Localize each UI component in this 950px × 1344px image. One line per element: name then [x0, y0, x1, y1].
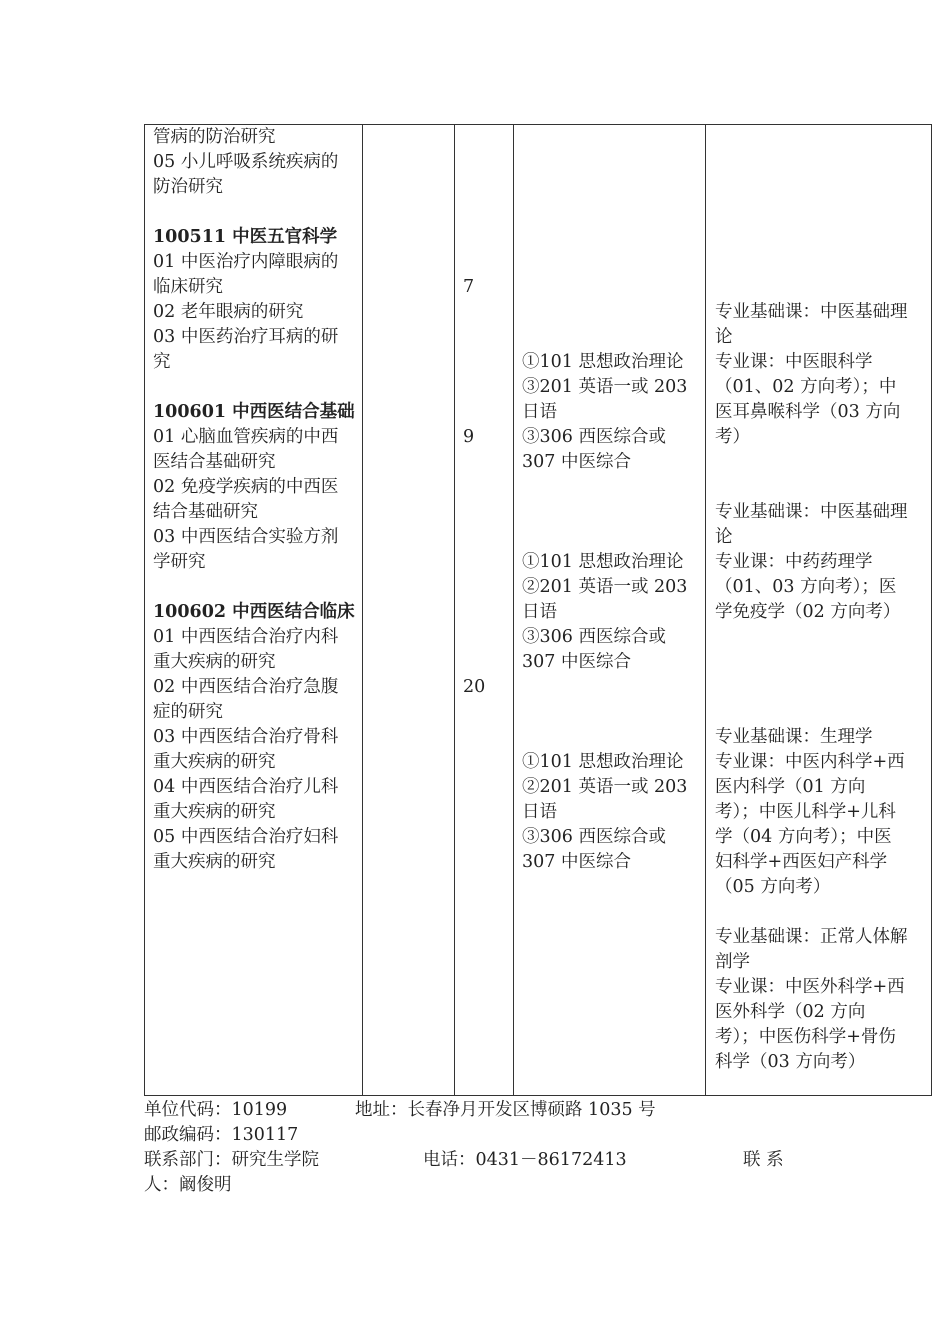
retest-subjects-column: [715, 125, 927, 1075]
text-line: ③306 西医综合或: [522, 427, 666, 447]
text-line: 重大疾病的研究: [153, 852, 276, 872]
text-line: 专业课：中医内科学+西: [715, 752, 905, 772]
text-line: [153, 375, 363, 400]
text-line: 03 中西医结合实验方剂: [153, 527, 339, 547]
text-line: [522, 700, 702, 725]
text-line: [522, 725, 702, 750]
text-line: 20: [463, 677, 486, 697]
text-line: [522, 200, 702, 225]
text-line: （05 方向考）: [715, 877, 831, 897]
text-line: 症的研究: [153, 702, 223, 722]
text-line: 临床研究: [153, 277, 223, 297]
text-line: [522, 125, 702, 150]
text-line: 究: [153, 352, 171, 372]
text-line: 307 中医综合: [522, 452, 631, 472]
column-divider: [513, 125, 514, 1095]
text-line: [522, 225, 702, 250]
enrollment-count-column: [463, 125, 513, 700]
text-line: 医结合基础研究: [153, 452, 276, 472]
text-line: 学研究: [153, 552, 206, 572]
text-line: [522, 475, 702, 500]
text-line: [715, 900, 927, 925]
text-line: [715, 450, 927, 475]
column-divider: [454, 125, 455, 1095]
text-line: 02 免疫学疾病的中西医: [153, 477, 339, 497]
text-line: [522, 525, 702, 550]
text-line: [463, 325, 513, 350]
text-line: [463, 350, 513, 375]
text-line: 医外科学（02 方向: [715, 1002, 866, 1022]
text-line: 科学（03 方向考）: [715, 1052, 866, 1072]
text-line: ①101 思想政治理论: [522, 552, 684, 572]
text-line: [715, 275, 927, 300]
text-line: 考）；中医伤科学+骨伤: [715, 1027, 896, 1047]
text-line: ②201 英语一或 203: [522, 777, 688, 797]
text-line: [715, 200, 927, 225]
text-line: ①101 思想政治理论: [522, 352, 684, 372]
text-line: [153, 575, 363, 600]
text-line: [463, 375, 513, 400]
text-line: [463, 600, 513, 625]
text-line: 考）: [715, 427, 750, 447]
text-line: [463, 125, 513, 150]
contact-footer: [144, 1098, 844, 1198]
text-line: 学免疫学（02 方向考）: [715, 602, 901, 622]
text-line: [463, 475, 513, 500]
text-line: [715, 250, 927, 275]
text-line: 01 中西医结合治疗内科: [153, 627, 339, 647]
text-line: 剖学: [715, 952, 750, 972]
text-line: 9: [463, 427, 475, 447]
text-line: 01 心脑血管疾病的中西: [153, 427, 339, 447]
text-line: 重大疾病的研究: [153, 752, 276, 772]
contact-label: 联 系: [743, 1150, 784, 1170]
text-line: [463, 550, 513, 575]
text-line: [715, 225, 927, 250]
exam-subjects-column: [522, 125, 702, 875]
text-line: 02 中西医结合治疗急腹: [153, 677, 339, 697]
text-line: ③201 英语一或 203: [522, 377, 688, 397]
unit-code: 单位代码：10199: [144, 1100, 288, 1120]
text-line: [463, 625, 513, 650]
text-line: ③306 西医综合或: [522, 827, 666, 847]
text-line: [463, 575, 513, 600]
text-line: 专业课：中医外科学+西: [715, 977, 905, 997]
text-line: [715, 675, 927, 700]
address: 地址：长春净月开发区博硕路 1035 号: [355, 1100, 656, 1120]
program-table: [144, 124, 932, 1096]
text-line: ③306 西医综合或: [522, 627, 666, 647]
text-line: [463, 525, 513, 550]
text-line: 03 中西医结合治疗骨科: [153, 727, 339, 747]
text-line: [715, 700, 927, 725]
text-line: 医耳鼻喉科学（03 方向: [715, 402, 901, 422]
text-line: [463, 225, 513, 250]
text-line: [463, 175, 513, 200]
text-line: 结合基础研究: [153, 502, 258, 522]
text-line: 05 小儿呼吸系统疾病的: [153, 152, 339, 172]
text-line: [522, 150, 702, 175]
text-line: 307 中医综合: [522, 652, 631, 672]
text-line: ①101 思想政治理论: [522, 752, 684, 772]
text-line: [522, 325, 702, 350]
text-line: 考）；中医儿科学+儿科: [715, 802, 896, 822]
text-line: 专业基础课：中医基础理: [715, 302, 908, 322]
text-line: 论: [715, 327, 733, 347]
research-direction-column: [153, 125, 363, 875]
text-line: 100601 中西医结合基础: [153, 402, 355, 422]
text-line: （01、02 方向考）；中: [715, 377, 897, 397]
text-line: [522, 675, 702, 700]
phone-number: 电话：0431－86172413: [423, 1150, 627, 1170]
text-line: [463, 150, 513, 175]
text-line: [463, 200, 513, 225]
text-line: （01、03 方向考）；医: [715, 577, 897, 597]
text-line: 307 中医综合: [522, 852, 631, 872]
text-line: 01 中医治疗内障眼病的: [153, 252, 339, 272]
text-line: 妇科学+西医妇产科学: [715, 852, 888, 872]
text-line: [153, 200, 363, 225]
text-line: 100511 中医五官科学: [153, 227, 338, 247]
text-line: 管病的防治研究: [153, 127, 276, 147]
text-line: [463, 450, 513, 475]
text-line: 学（04 方向考）；中医: [715, 827, 892, 847]
text-line: 02 老年眼病的研究: [153, 302, 304, 322]
text-line: [522, 175, 702, 200]
text-line: [522, 500, 702, 525]
text-line: 05 中西医结合治疗妇科: [153, 827, 339, 847]
text-line: 论: [715, 527, 733, 547]
text-line: 专业基础课：正常人体解: [715, 927, 908, 947]
text-line: 医内科学（01 方向: [715, 777, 866, 797]
text-line: ②201 英语一或 203: [522, 577, 688, 597]
text-line: 专业基础课：生理学: [715, 727, 873, 747]
text-line: 7: [463, 277, 475, 297]
text-line: 日语: [522, 802, 557, 822]
text-line: [522, 300, 702, 325]
text-line: 重大疾病的研究: [153, 802, 276, 822]
text-line: [715, 625, 927, 650]
text-line: 专业课：中药药理学: [715, 552, 873, 572]
column-divider: [705, 125, 706, 1095]
text-line: [463, 300, 513, 325]
text-line: 04 中西医结合治疗儿科: [153, 777, 339, 797]
text-line: 100602 中西医结合临床: [153, 602, 355, 622]
text-line: 专业基础课：中医基础理: [715, 502, 908, 522]
text-line: [715, 475, 927, 500]
text-line: [715, 650, 927, 675]
postal-code: 邮政编码：130117: [144, 1125, 299, 1145]
text-line: [715, 150, 927, 175]
text-line: [463, 650, 513, 675]
text-line: 专业课：中医眼科学: [715, 352, 873, 372]
text-line: 日语: [522, 602, 557, 622]
text-line: [522, 275, 702, 300]
text-line: [463, 250, 513, 275]
text-line: 防治研究: [153, 177, 223, 197]
text-line: [463, 400, 513, 425]
text-line: [463, 500, 513, 525]
text-line: 重大疾病的研究: [153, 652, 276, 672]
contact-person: 人：阚俊明: [144, 1175, 232, 1195]
contact-department: 联系部门：研究生学院: [144, 1150, 319, 1170]
text-line: [715, 125, 927, 150]
text-line: [715, 175, 927, 200]
text-line: 日语: [522, 402, 557, 422]
text-line: [522, 250, 702, 275]
text-line: 03 中医药治疗耳病的研: [153, 327, 339, 347]
